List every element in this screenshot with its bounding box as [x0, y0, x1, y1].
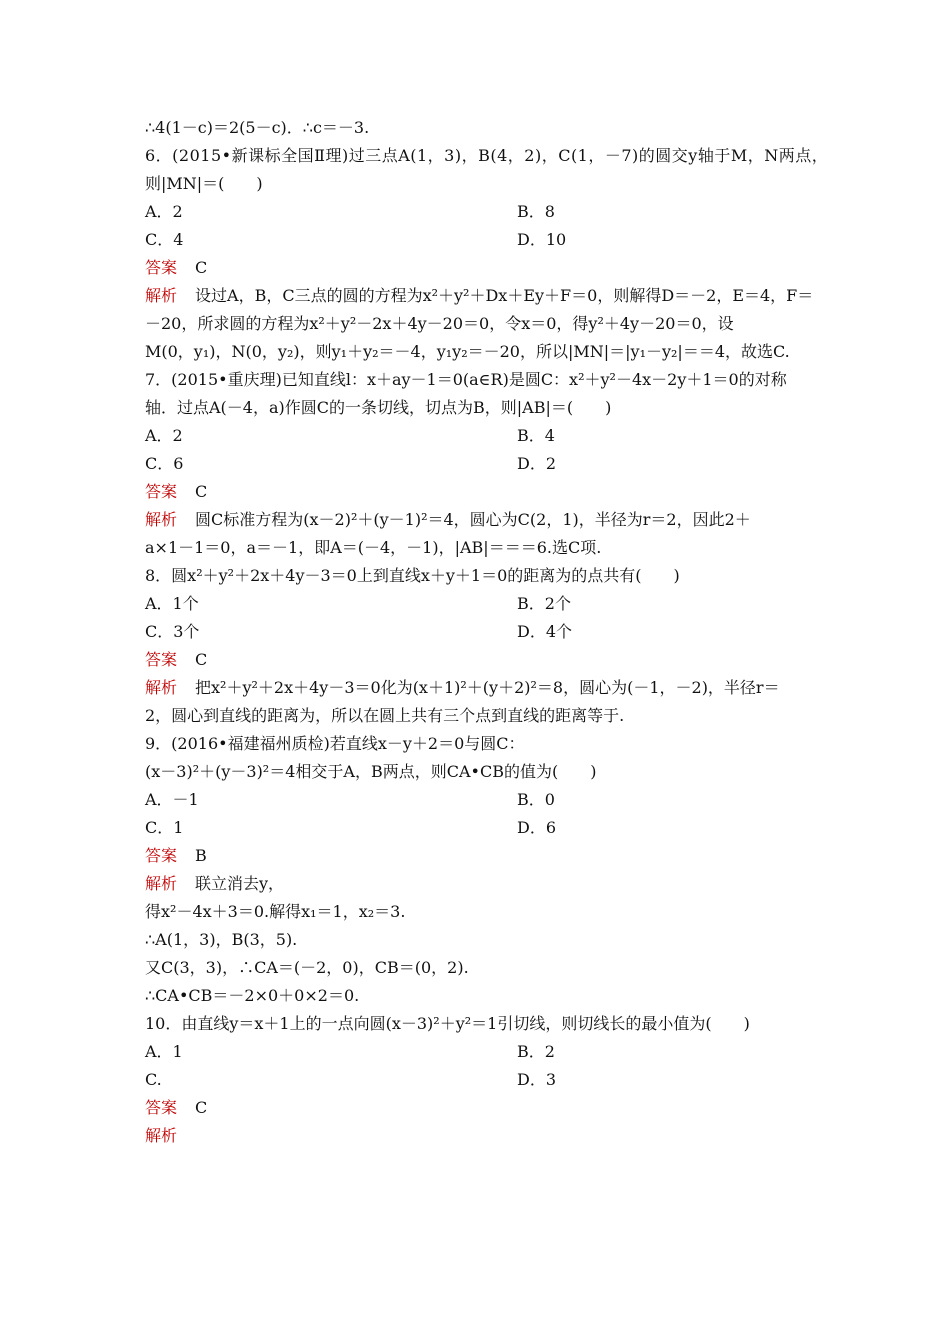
q8-option-a: A．1个 [145, 594, 199, 613]
q7-answer-row [145, 482, 207, 502]
q9-option-d: D．6 [517, 818, 557, 837]
q9-analysis-line3: ∴A(1，3)，B(3，5). [145, 930, 298, 949]
q10-answer-label: 答案 [145, 1098, 178, 1117]
q6-analysis-line2: －20，所求圆的方程为x²＋y²－2x＋4y－20＝0，令x＝0，得y²＋4y－20＝0，设 [145, 314, 734, 333]
q6-answer-row [145, 258, 207, 278]
q9-stem-line1: 9．(2016•福建福州质检)若直线x－y＋2＝0与圆C： [145, 734, 525, 753]
q6-option-b: B．8 [517, 202, 555, 221]
q6-stem-line1: 6．(2015•新课标全国Ⅱ理)过三点A(1，3)，B(4，2)，C(1，－7)的圆交y轴于M，N两点， [145, 146, 829, 165]
q8-analysis-line1: 把x²＋y²＋2x＋4y－3＝0化为(x＋1)²＋(y＋2)²＝8，圆心为(－1，－2)，半径r＝ [195, 678, 780, 697]
q9-analysis-line5: ∴CA•CB＝－2×0＋0×2＝0. [145, 986, 360, 1005]
q6-answer-value: C [195, 258, 208, 277]
q9-answer-value: B [195, 846, 207, 865]
q7-analysis-row [145, 510, 751, 530]
q6-analysis-line3: M(0，y₁)，N(0，y₂)，则y₁＋y₂＝－4，y₁y₂＝－20，所以|MN|＝|y₁－y₂|＝＝4，故选C. [145, 342, 790, 361]
q10-stem-line1: 10．由直线y＝x＋1上的一点向圆(x－3)²＋y²＝1引切线，则切线长的最小值为( ) [145, 1014, 750, 1033]
q10-analysis-label: 解析 [145, 1126, 178, 1145]
q8-analysis-line2: 2，圆心到直线的距离为，所以在圆上共有三个点到直线的距离等于. [145, 706, 625, 725]
q9-analysis-line1: 联立消去y， [195, 874, 285, 893]
q9-answer-row [145, 846, 207, 866]
q6-answer-label: 答案 [145, 258, 178, 277]
q7-answer-value: C [195, 482, 208, 501]
q9-analysis-label: 解析 [145, 874, 178, 893]
q9-analysis-row [145, 874, 284, 894]
q8-stem-line1: 8．圆x²＋y²＋2x＋4y－3＝0上到直线x＋y＋1＝0的距离为的点共有( ) [145, 566, 680, 585]
q8-answer-value: C [195, 650, 208, 669]
q8-option-b: B．2个 [517, 594, 571, 613]
q6-analysis-row [145, 286, 813, 306]
q6-analysis-label: 解析 [145, 286, 178, 305]
q10-option-b: B．2 [517, 1042, 555, 1061]
q8-option-d: D．4个 [517, 622, 573, 641]
q6-stem-line2: 则|MN|＝( ) [145, 174, 263, 193]
q7-analysis-line1: 圆C标准方程为(x－2)²＋(y－1)²＝4，圆心为C(2，1)，半径为r＝2，因此2＋ [195, 510, 751, 529]
q7-stem-line2: 轴．过点A(－4，a)作圆C的一条切线，切点为B，则|AB|＝( ) [145, 398, 612, 417]
q7-stem-line1: 7．(2015•重庆理)已知直线l：x＋ay－1＝0(a∈R)是圆C：x²＋y²－4x－2y＋1＝0的对称 [145, 370, 787, 389]
q7-option-d: D．2 [517, 454, 557, 473]
q7-answer-label: 答案 [145, 482, 178, 501]
q7-analysis-label: 解析 [145, 510, 178, 529]
q6-option-a: A．2 [145, 202, 183, 221]
q10-answer-row [145, 1098, 207, 1118]
q8-answer-row [145, 650, 207, 670]
previous-conclusion: ∴4(1－c)＝2(5－c)．∴c＝－3. [145, 118, 370, 137]
q10-option-d: D．3 [517, 1070, 557, 1089]
q9-analysis-line2: 得x²－4x＋3＝0.解得x₁＝1，x₂＝3. [145, 902, 406, 921]
q7-option-b: B．4 [517, 426, 555, 445]
q8-analysis-row [145, 678, 780, 698]
q9-answer-label: 答案 [145, 846, 178, 865]
q9-option-b: B．0 [517, 790, 555, 809]
q9-analysis-line4: 又C(3，3)，∴CA＝(－2，0)，CB＝(0，2). [145, 958, 469, 977]
q8-option-c: C．3个 [145, 622, 200, 641]
q9-option-c: C．1 [145, 818, 184, 837]
q7-analysis-line2: a×1－1＝0，a＝－1，即A＝(－4，－1)，|AB|＝＝＝6.选C项. [145, 538, 602, 557]
q7-option-a: A．2 [145, 426, 183, 445]
q9-stem-line2: (x－3)²＋(y－3)²＝4相交于A，B两点，则CA•CB的值为( ) [145, 762, 597, 781]
q7-option-c: C．6 [145, 454, 184, 473]
q9-option-a: A．－1 [145, 790, 199, 809]
q8-analysis-label: 解析 [145, 678, 178, 697]
q10-option-a: A．1 [145, 1042, 183, 1061]
q10-analysis-row [145, 1126, 177, 1146]
q10-answer-value: C [195, 1098, 208, 1117]
q6-option-d: D．10 [517, 230, 567, 249]
q8-answer-label: 答案 [145, 650, 178, 669]
q10-option-c: C. [145, 1070, 162, 1089]
q6-option-c: C．4 [145, 230, 184, 249]
q6-analysis-line1: 设过A，B，C三点的圆的方程为x²＋y²＋Dx＋Ey＋F＝0，则解得D＝－2，E＝4，F＝ [195, 286, 814, 305]
